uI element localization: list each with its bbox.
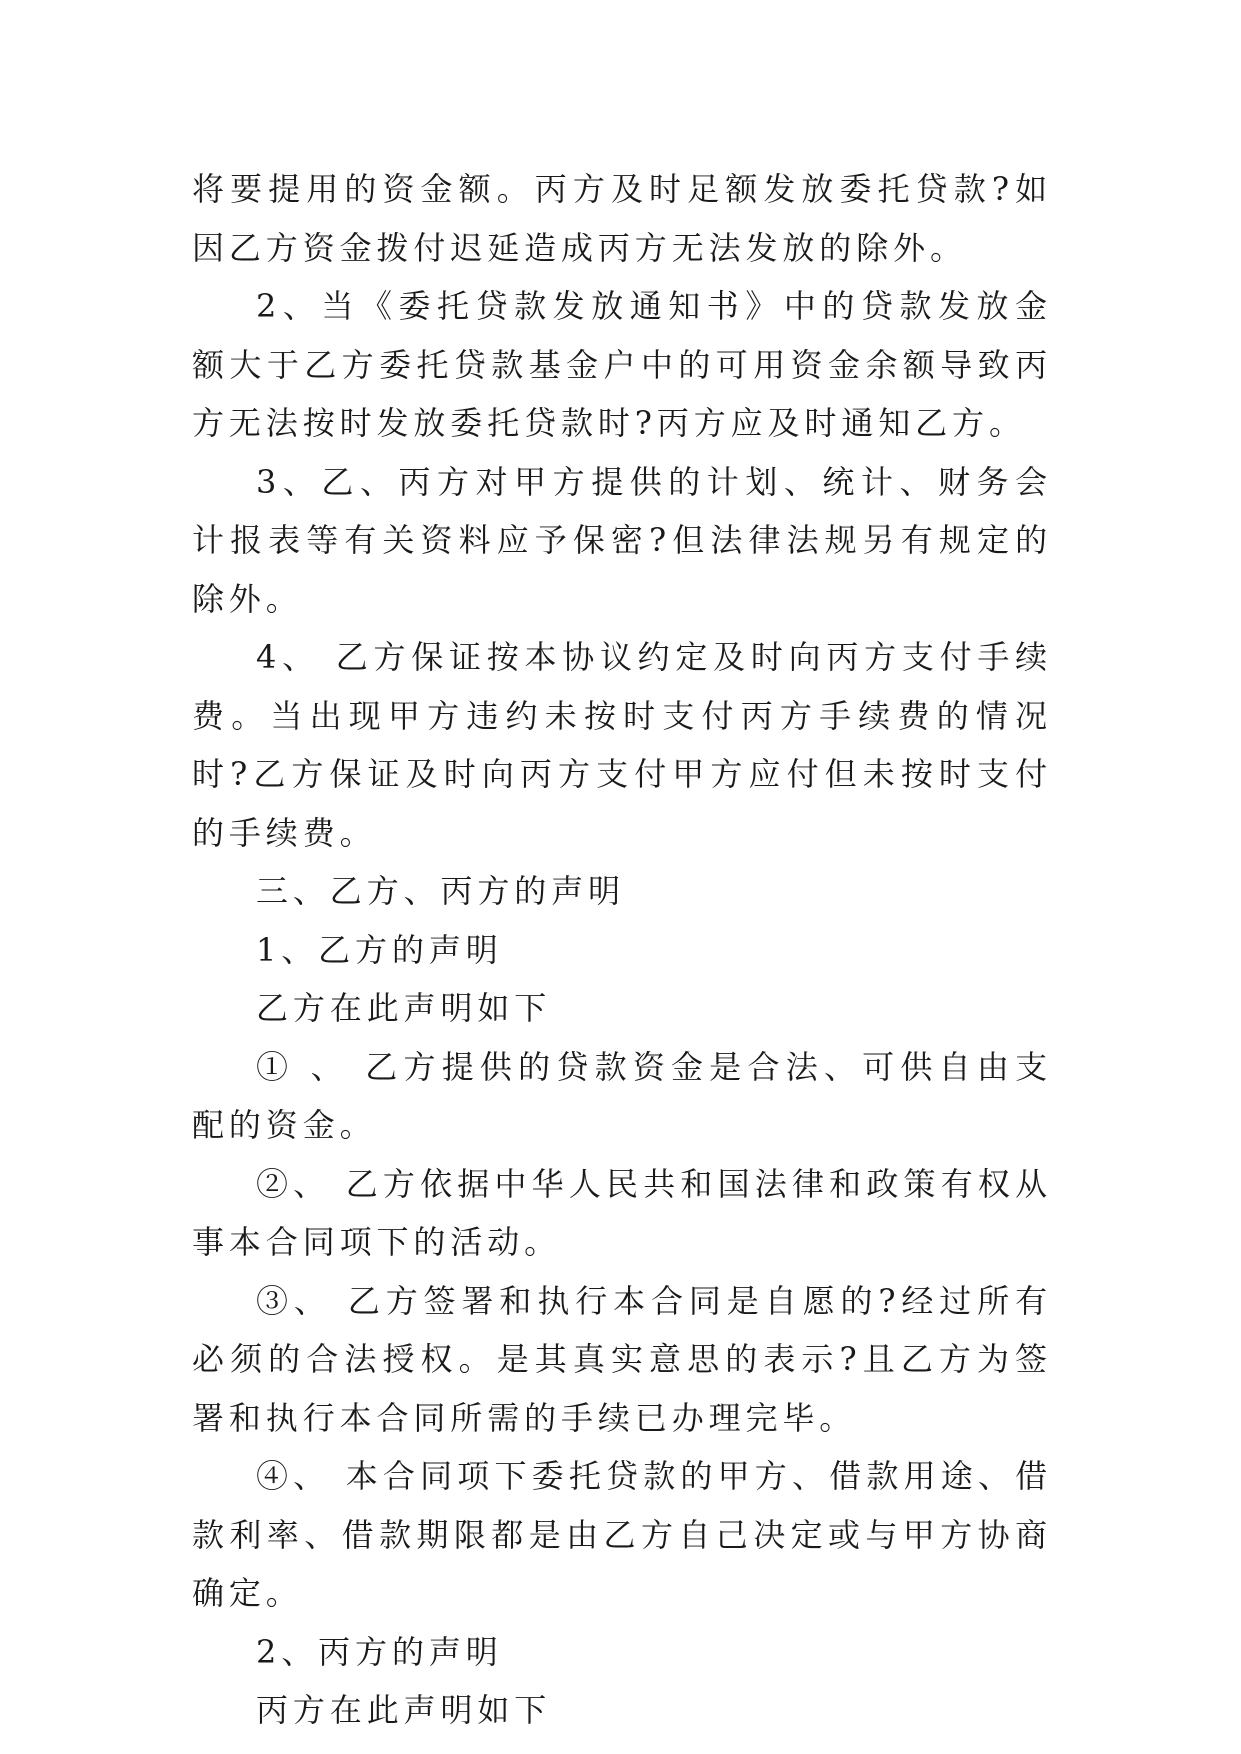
clause-1: ① 、 乙方提供的贷款资金是合法、可供自由支配的资金。	[192, 1047, 1052, 1144]
paragraph-1: 将要提用的资金额。丙方及时足额发放委托贷款?如因乙方资金拨付迟延造成丙方无法发放的除外。	[192, 170, 1052, 267]
paragraph-party-b-intro: 乙方在此声明如下	[256, 989, 552, 1027]
clause-2: ②、 乙方依据中华人民共和国法律和政策有权从事本合同项下的活动。	[192, 1164, 1052, 1261]
clause-3: ③、 乙方签署和执行本合同是自愿的?经过所有必须的合法授权。是其真实意思的表示?且乙方为签署和执行本合同所需的手续已办理完毕。	[192, 1281, 1052, 1437]
subheading-party-b-declaration: 1、乙方的声明	[256, 930, 503, 969]
paragraph-4: 4、 乙方保证按本协议约定及时向丙方支付手续费。当出现甲方违约未按时支付丙方手续费的情况时?乙方保证及时向丙方支付甲方应付但未按时支付的手续费。	[192, 638, 1052, 852]
subheading-party-c-declaration: 2、丙方的声明	[256, 1632, 503, 1671]
clause-4: ④、 本合同项下委托贷款的甲方、借款用途、借款利率、借款期限都是由乙方自己决定或与甲方协商确定。	[192, 1457, 1052, 1612]
section-heading-declarations: 三、乙方、丙方的声明	[256, 872, 626, 910]
paragraph-3: 3、乙、丙方对甲方提供的计划、统计、财务会计报表等有关资料应予保密?但法律法规另有规定的除外。	[192, 462, 1052, 618]
paragraph-party-c-intro: 丙方在此声明如下	[256, 1691, 552, 1729]
document-body	[192, 160, 1052, 1740]
paragraph-2: 2、当《委托贷款发放通知书》中的贷款发放金额大于乙方委托贷款基金户中的可用资金余额导致丙方无法按时发放委托贷款时?丙方应及时通知乙方。	[192, 287, 1052, 442]
